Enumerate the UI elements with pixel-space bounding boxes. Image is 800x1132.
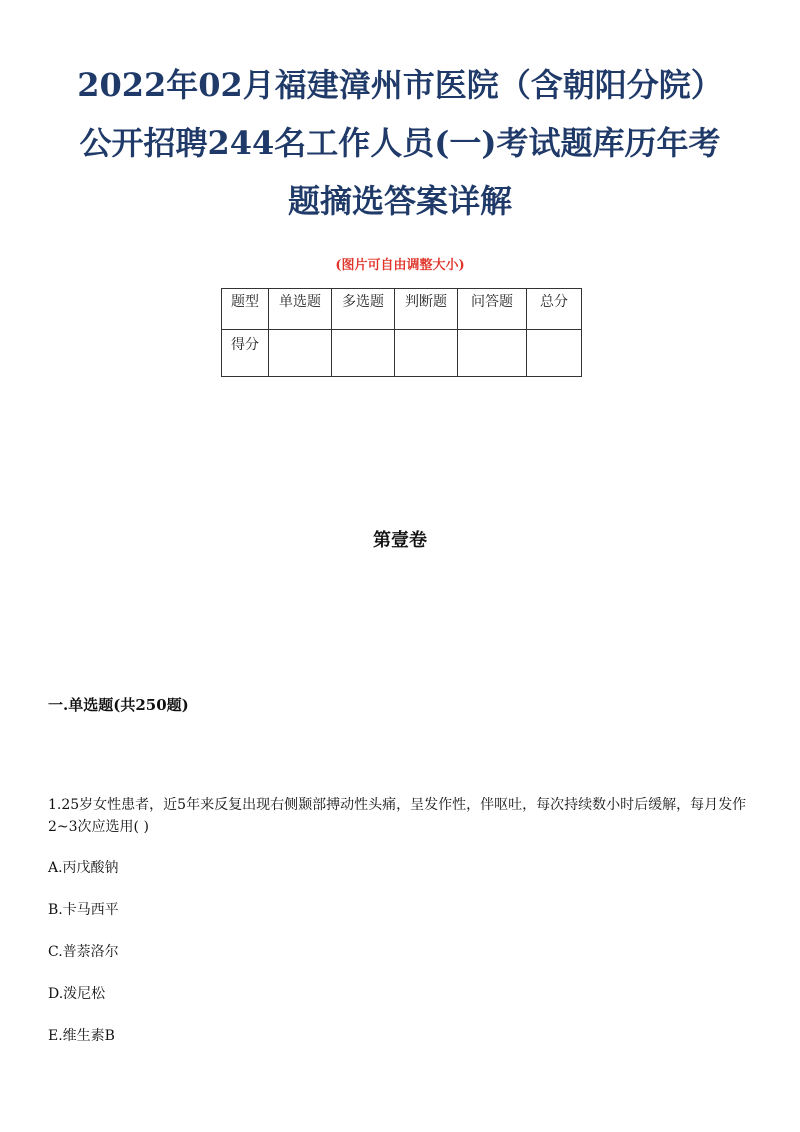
volume-heading: 第壹卷 xyxy=(373,530,427,551)
header-cell-type: 题型 xyxy=(222,289,269,330)
score-table-header-row xyxy=(222,289,582,330)
option-c: C.普萘洛尔 xyxy=(48,944,119,960)
score-cell-multiple-choice xyxy=(332,330,395,377)
title-line-1: 2022年02月福建漳州市医院（含朝阳分院） xyxy=(77,66,723,104)
image-resize-note: (图片可自由调整大小) xyxy=(335,258,465,273)
score-table-score-row xyxy=(222,330,582,377)
option-b: B.卡马西平 xyxy=(48,902,119,918)
document-title xyxy=(40,56,760,230)
header-cell-single-choice: 单选题 xyxy=(269,289,332,330)
section-heading: 一.单选题(共250题) xyxy=(48,696,189,714)
score-cell-short-answer xyxy=(458,330,527,377)
option-a: A.丙戊酸钠 xyxy=(48,860,119,876)
score-cell-true-false xyxy=(395,330,458,377)
header-cell-total: 总分 xyxy=(527,289,582,330)
question-text: 1.25岁女性患者，近5年来反复出现右侧颞部搏动性头痛，呈发作性，伴呕吐，每次持续数小时后缓解，每月发作2~3次应选用( ) xyxy=(48,797,747,835)
option-e: E.维生素B xyxy=(48,1028,115,1044)
score-cell-single-choice xyxy=(269,330,332,377)
title-line-3: 题摘选答案详解 xyxy=(287,182,512,220)
score-cell-total xyxy=(527,330,582,377)
score-table xyxy=(221,288,582,377)
title-line-2: 公开招聘244名工作人员(一)考试题库历年考 xyxy=(79,124,721,162)
score-row-label: 得分 xyxy=(222,330,269,377)
option-d: D.泼尼松 xyxy=(48,986,106,1002)
header-cell-multiple-choice: 多选题 xyxy=(332,289,395,330)
header-cell-short-answer: 问答题 xyxy=(458,289,527,330)
header-cell-true-false: 判断题 xyxy=(395,289,458,330)
